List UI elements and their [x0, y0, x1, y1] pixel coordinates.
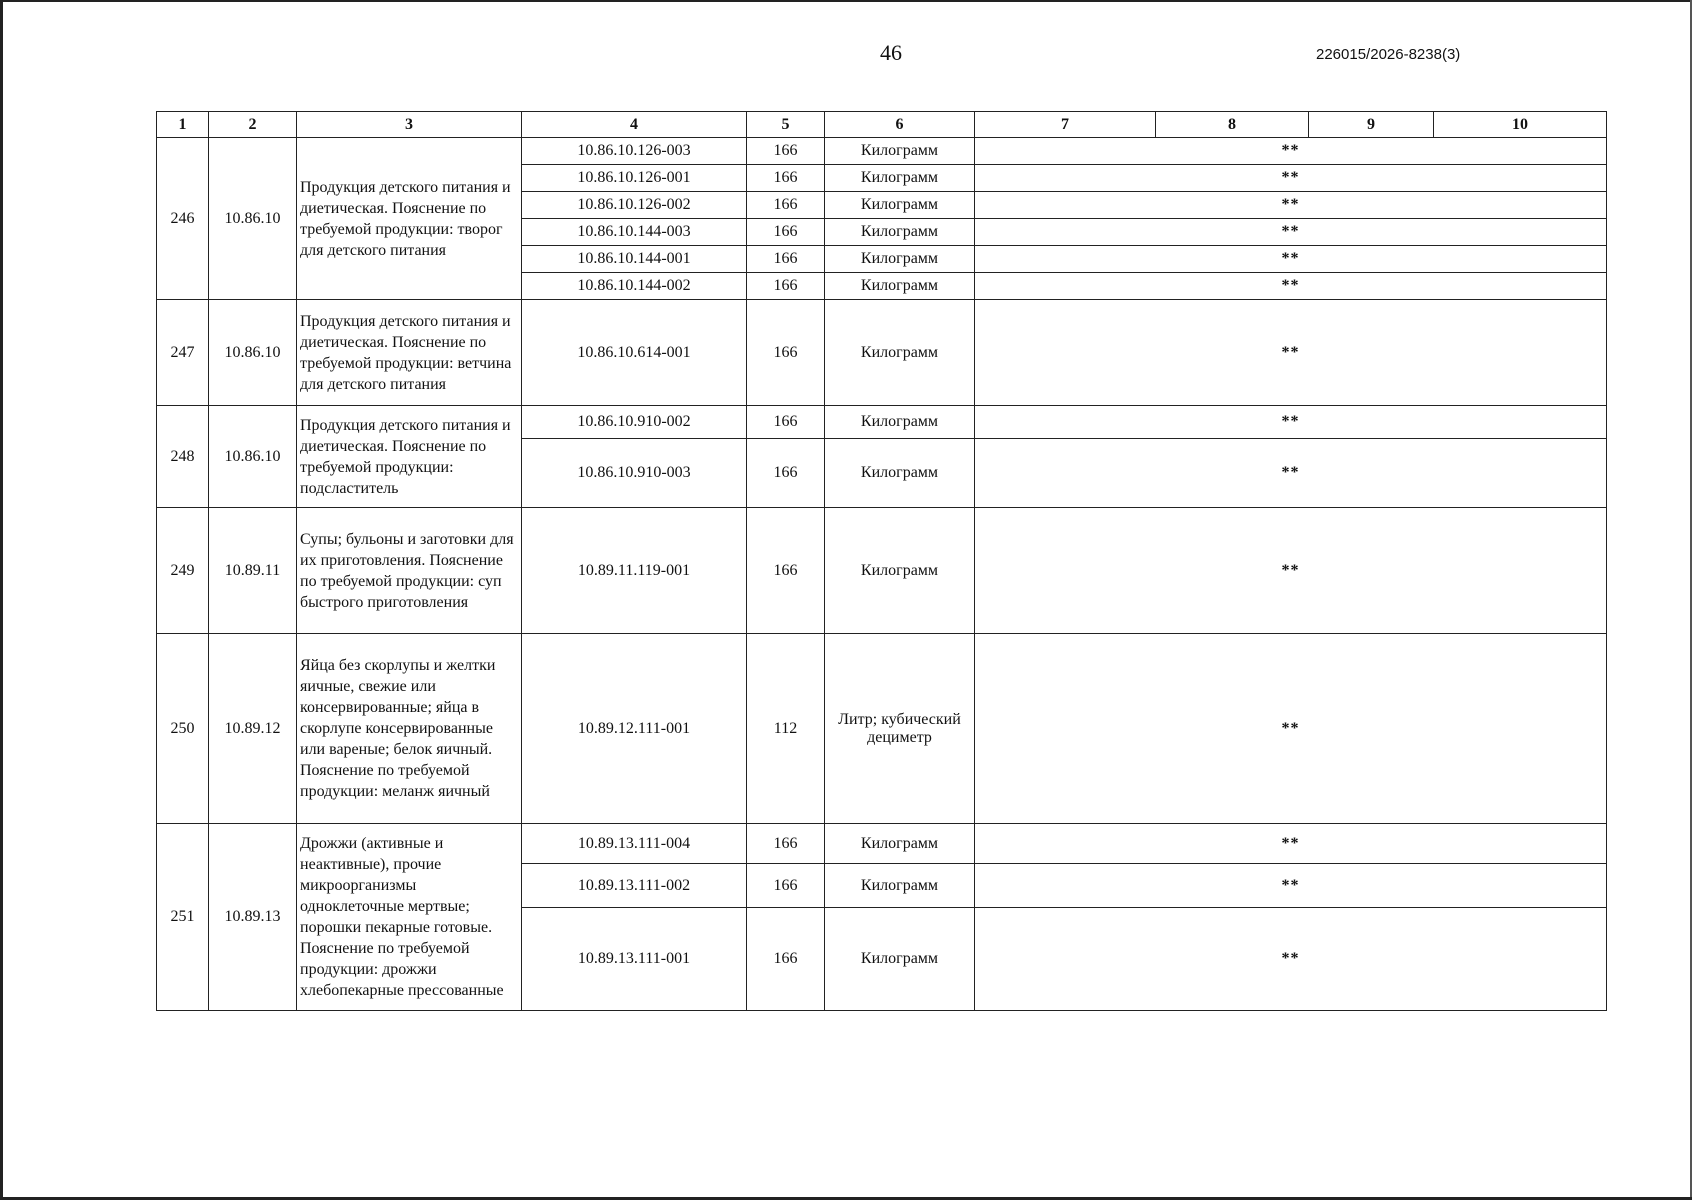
- header-row: [157, 112, 1607, 138]
- document-code: 226015/2026-8238(3): [1316, 46, 1461, 63]
- unit-name: Килограмм: [825, 192, 975, 219]
- merged-cell-marker: **: [975, 138, 1607, 165]
- row-number: 250: [157, 634, 209, 824]
- okei-code: 166: [747, 439, 825, 508]
- product-description: Продукция детского питания и диетическая. Пояснение по требуемой продукции: ветчина для детского питания: [297, 300, 522, 406]
- ktru-code: 10.89.13.111-002: [522, 864, 747, 908]
- merged-cell-marker: **: [975, 439, 1607, 508]
- merged-cell-marker: **: [975, 634, 1607, 824]
- table-row: [157, 300, 1607, 406]
- unit-name: Килограмм: [825, 138, 975, 165]
- okei-code: 166: [747, 138, 825, 165]
- merged-cell-marker: **: [975, 508, 1607, 634]
- header-cell: 5: [747, 112, 825, 138]
- header-cell: 7: [975, 112, 1156, 138]
- unit-name: Килограмм: [825, 439, 975, 508]
- ktru-code: 10.86.10.144-002: [522, 273, 747, 300]
- table-row: [157, 508, 1607, 634]
- unit-name: Килограмм: [825, 908, 975, 1011]
- okei-code: 166: [747, 824, 825, 864]
- okei-code: 166: [747, 165, 825, 192]
- merged-cell-marker: **: [975, 246, 1607, 273]
- ktru-code: 10.86.10.144-003: [522, 219, 747, 246]
- merged-cell-marker: **: [975, 192, 1607, 219]
- table-row: [157, 634, 1607, 824]
- okpd-code: 10.86.10: [209, 406, 297, 508]
- header-cell: 2: [209, 112, 297, 138]
- ktru-code: 10.86.10.910-003: [522, 439, 747, 508]
- table-row: [157, 824, 1607, 864]
- header-cell: 6: [825, 112, 975, 138]
- product-description: Яйца без скорлупы и желтки яичные, свежие или консервированные; яйца в скорлупе консервированные или вареные; белок яичный. Пояснение по требуемой продукции: меланж яичный: [297, 634, 522, 824]
- row-number: 249: [157, 508, 209, 634]
- header-cell: 3: [297, 112, 522, 138]
- product-description: Дрожжи (активные и неактивные), прочие микроорганизмы одноклеточные мертвые; порошки пекарные готовые. Пояснение по требуемой продукции: дрожжи хлебопекарные прессованные: [297, 824, 522, 1011]
- unit-name: Килограмм: [825, 406, 975, 439]
- okei-code: 166: [747, 406, 825, 439]
- unit-name: Килограмм: [825, 219, 975, 246]
- header-cell: 1: [157, 112, 209, 138]
- ktru-code: 10.89.12.111-001: [522, 634, 747, 824]
- merged-cell-marker: **: [975, 300, 1607, 406]
- table-row: [157, 406, 1607, 439]
- okei-code: 166: [747, 219, 825, 246]
- header-cell: 4: [522, 112, 747, 138]
- okei-code: 112: [747, 634, 825, 824]
- ktru-code: 10.86.10.144-001: [522, 246, 747, 273]
- header-cell: 8: [1156, 112, 1309, 138]
- unit-name: Килограмм: [825, 246, 975, 273]
- procurement-table: [156, 111, 1607, 1011]
- unit-name: Килограмм: [825, 508, 975, 634]
- page-edge-left: [0, 0, 3, 1200]
- okei-code: 166: [747, 508, 825, 634]
- header-cell: 9: [1309, 112, 1434, 138]
- ktru-code: 10.86.10.126-001: [522, 165, 747, 192]
- row-number: 247: [157, 300, 209, 406]
- unit-name: Килограмм: [825, 165, 975, 192]
- ktru-code: 10.86.10.126-002: [522, 192, 747, 219]
- okpd-code: 10.89.13: [209, 824, 297, 1011]
- okpd-code: 10.86.10: [209, 138, 297, 300]
- product-description: Супы; бульоны и заготовки для их приготовления. Пояснение по требуемой продукции: суп быстрого приготовления: [297, 508, 522, 634]
- ktru-code: 10.89.13.111-004: [522, 824, 747, 864]
- ktru-code: 10.89.13.111-001: [522, 908, 747, 1011]
- okei-code: 166: [747, 246, 825, 273]
- merged-cell-marker: **: [975, 165, 1607, 192]
- merged-cell-marker: **: [975, 908, 1607, 1011]
- ktru-code: 10.86.10.126-003: [522, 138, 747, 165]
- product-description: Продукция детского питания и диетическая. Пояснение по требуемой продукции: творог для детского питания: [297, 138, 522, 300]
- unit-name: Килограмм: [825, 273, 975, 300]
- row-number: 248: [157, 406, 209, 508]
- okpd-code: 10.89.12: [209, 634, 297, 824]
- okei-code: 166: [747, 192, 825, 219]
- unit-name: Килограмм: [825, 300, 975, 406]
- row-number: 246: [157, 138, 209, 300]
- merged-cell-marker: **: [975, 824, 1607, 864]
- table-row: [157, 138, 1607, 165]
- okei-code: 166: [747, 300, 825, 406]
- ktru-code: 10.86.10.910-002: [522, 406, 747, 439]
- unit-name: Килограмм: [825, 824, 975, 864]
- okei-code: 166: [747, 908, 825, 1011]
- merged-cell-marker: **: [975, 219, 1607, 246]
- row-number: 251: [157, 824, 209, 1011]
- unit-name: Литр; кубический дециметр: [825, 634, 975, 824]
- okpd-code: 10.86.10: [209, 300, 297, 406]
- header-cell: 10: [1434, 112, 1607, 138]
- product-description: Продукция детского питания и диетическая. Пояснение по требуемой продукции: подсластитель: [297, 406, 522, 508]
- merged-cell-marker: **: [975, 864, 1607, 908]
- page-number: 46: [880, 40, 902, 65]
- okei-code: 166: [747, 273, 825, 300]
- ktru-code: 10.86.10.614-001: [522, 300, 747, 406]
- okpd-code: 10.89.11: [209, 508, 297, 634]
- merged-cell-marker: **: [975, 406, 1607, 439]
- okei-code: 166: [747, 864, 825, 908]
- merged-cell-marker: **: [975, 273, 1607, 300]
- page-edge-top: [0, 0, 1692, 2]
- ktru-code: 10.89.11.119-001: [522, 508, 747, 634]
- unit-name: Килограмм: [825, 864, 975, 908]
